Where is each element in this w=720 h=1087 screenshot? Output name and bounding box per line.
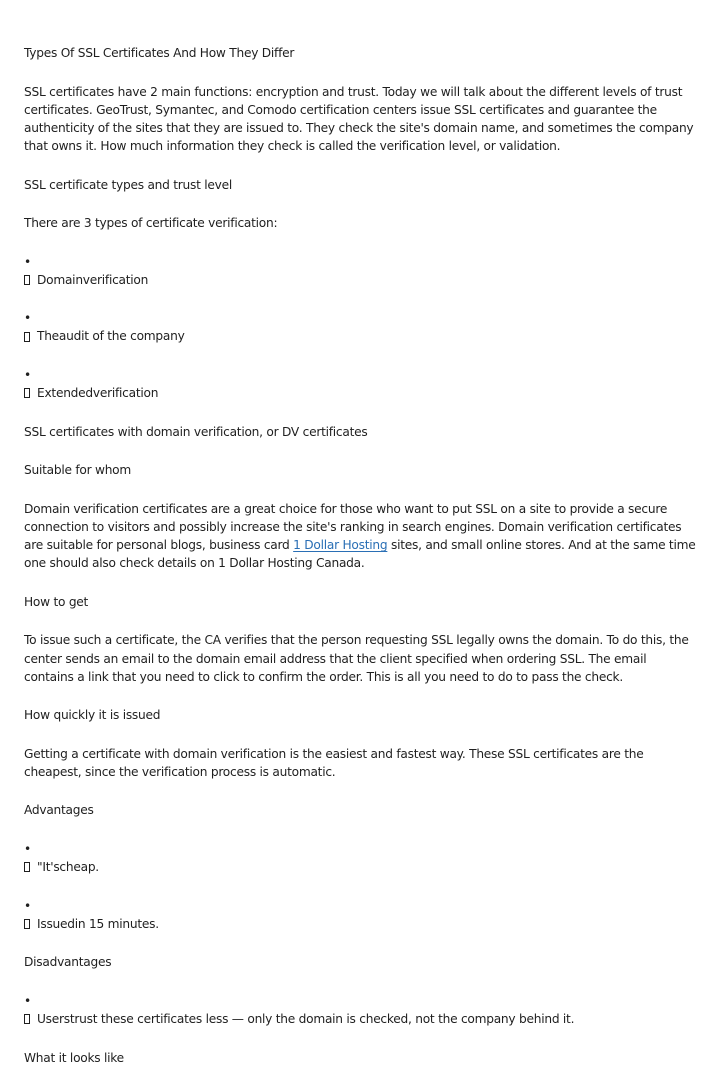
how-to-get-paragraph: To issue such a certificate, the CA verifies that the person requesting SSL legally owns the domain. To do this, the center sends an email to the domain email address that the client specified when ordering SSL. The email contains a link that you need to click to confirm the order. This is all you need to do to pass the check. [24,633,689,684]
bullet-icon: • [24,897,37,933]
list-item [24,897,698,933]
how-to-get-heading: How to get [24,594,89,609]
suitable-heading: Suitable for whom [24,463,131,478]
list-item-text: Userstrust these certificates less — only the domain is checked, not the company behind it. [37,1012,575,1027]
bullet-icon: • [24,840,37,876]
bullet-icon: • [24,992,37,1028]
list-item-text: Extendedverification [37,386,159,401]
list-item [24,840,698,876]
bullet-icon: • [24,253,37,289]
list-item-text: Domainverification [37,272,149,287]
list-item [24,992,698,1028]
bullet-icon: • [24,309,37,345]
list-item-text: Issuedin 15 minutes. [37,916,159,931]
list-item [24,253,698,289]
document-body [24,44,698,1087]
types-intro: There are 3 types of certificate verification: [24,216,278,231]
how-quickly-heading: How quickly it is issued [24,708,161,723]
dv-heading: SSL certificates with domain verification, or DV certificates [24,424,368,439]
advantages-heading: Advantages [24,803,94,818]
disadvantages-heading: Disadvantages [24,955,112,970]
suitable-text-after-link: sites, and small online stores. And at the same time one should also check details on 1 Dollar Hosting Canada. [24,538,696,571]
list-item [24,309,698,345]
suitable-text-before-link: Domain verification certificates are a great choice for those who want to put SSL on a site to provide a secure connection to visitors and possibly increase the site's ranking in search engines. Domain verification certificates are suitable for personal blogs, business card [24,501,682,553]
suitable-paragraph [24,500,698,573]
document-title: Types Of SSL Certificates And How They Differ [24,46,295,60]
intro-paragraph: SSL certificates have 2 main functions: encryption and trust. Today we will talk about the different levels of trust certificates. GeoTrust, Symantec, and Comodo certification centers issue SSL certificates and guarantee the authenticity of the sites that they are issued to. They check the site's domain name, and sometimes the company that owns it. How much information they check is called the verification level, or validation. [24,84,694,154]
list-item-text: "It'scheap. [37,860,99,875]
looks-like-heading: What it looks like [24,1050,124,1065]
how-quickly-paragraph: Getting a certificate with domain verification is the easiest and fastest way. These SSL certificates are the cheapest, since the verification process is automatic. [24,746,644,779]
one-dollar-hosting-link[interactable]: 1 Dollar Hosting [293,538,388,553]
list-item [24,366,698,402]
list-item-text: Theaudit of the company [37,329,185,344]
bullet-icon: • [24,366,37,402]
types-heading: SSL certificate types and trust level [24,177,233,192]
